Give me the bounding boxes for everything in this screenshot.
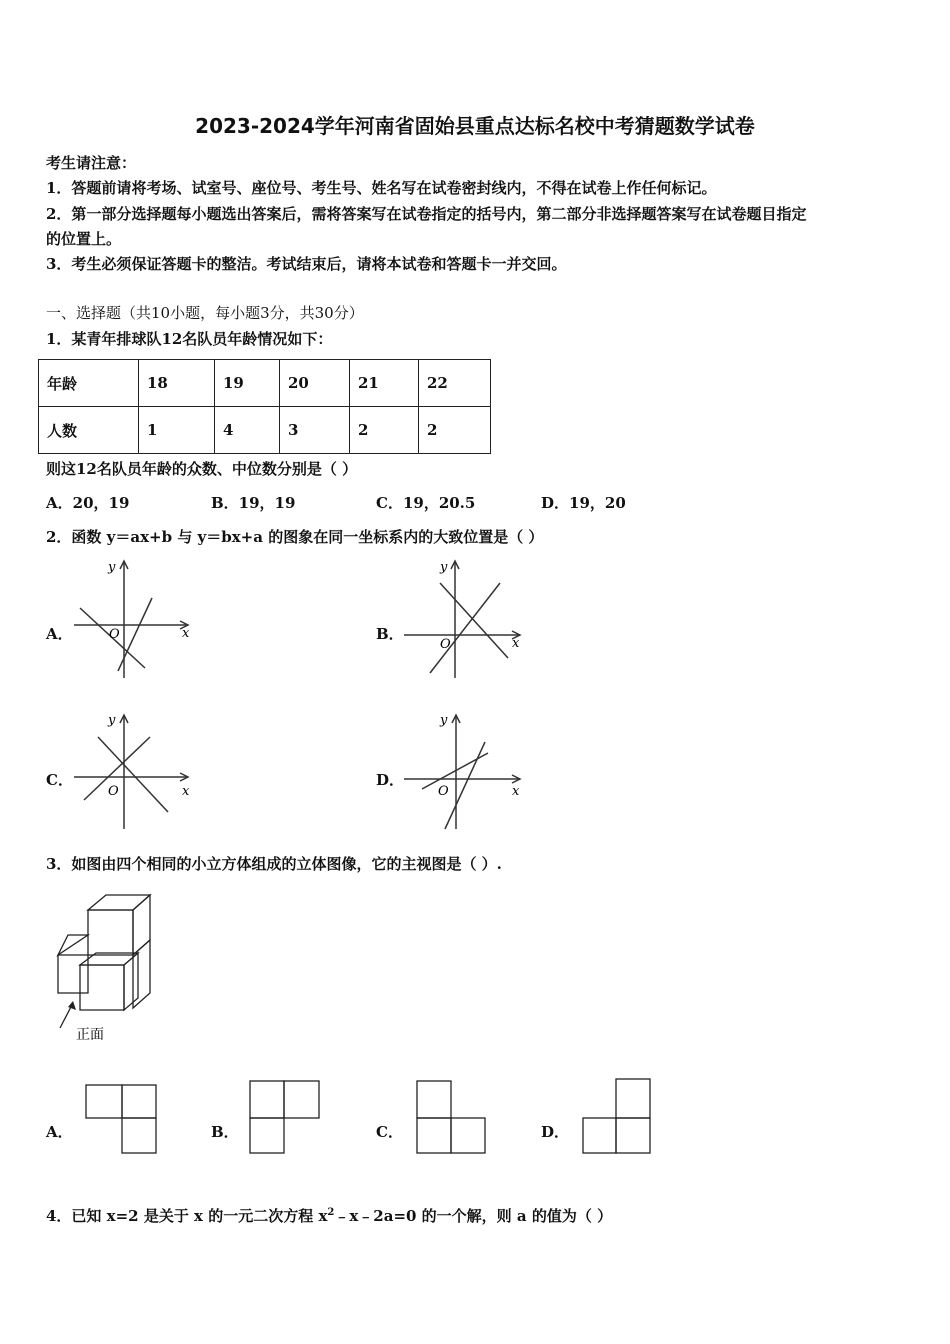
table-cell: 4 <box>215 407 280 454</box>
table-cell: 22 <box>419 360 491 407</box>
table-cell: 19 <box>215 360 280 407</box>
axis-x-label: x <box>512 784 520 799</box>
arrow-icon <box>68 1001 76 1010</box>
q1-option-b: B．19，19 <box>211 494 296 512</box>
page-title: 2023-2024学年河南省固始县重点达标名校中考猜题数学试卷 <box>195 114 755 138</box>
q4-stem <box>46 1205 612 1226</box>
table-row <box>39 407 491 454</box>
q3-option-b-shape <box>249 1080 324 1156</box>
q2-graph-a <box>70 553 198 683</box>
notice-heading: 考生请注意： <box>46 154 137 172</box>
q3-option-a-shape <box>85 1084 160 1156</box>
axis-x-label: x <box>182 784 190 799</box>
q3-option-c-shape <box>416 1080 488 1156</box>
q3-label-c: C． <box>376 1123 403 1141</box>
q3-stem: 3．如图由四个相同的小立方体组成的立体图像，它的主视图是（ ）. <box>46 855 502 873</box>
q1-option-a: A．20，19 <box>46 494 130 512</box>
table-cell: 2 <box>350 407 419 454</box>
table-row <box>39 360 491 407</box>
q2-label-a: A． <box>46 625 73 643</box>
q1-option-c: C．19，20.5 <box>376 494 476 512</box>
notice-item-2-cont: 的位置上。 <box>46 230 122 248</box>
axis-x-label: x <box>182 626 190 641</box>
axis-origin-label: O <box>108 784 119 799</box>
notice-item-1: 1．答题前请将考场、试室号、座位号、考生号、姓名写在试卷密封线内，不得在试卷上作任何标记。 <box>46 179 717 197</box>
q2-label-c: C． <box>46 771 73 789</box>
axis-y-label: y <box>108 560 116 575</box>
q3-cube-figure <box>48 893 168 1048</box>
notice-item-3: 3．考生必须保证答题卡的整洁。考试结束后，请将本试卷和答题卡一并交回。 <box>46 255 567 273</box>
q1-question: 则这12名队员年龄的众数、中位数分别是（ ） <box>46 460 358 478</box>
axis-origin-label: O <box>438 784 449 799</box>
q3-option-d-shape <box>582 1078 654 1156</box>
q4-stem-part-a: 4．已知 x=2 是关于 x 的一元二次方程 x <box>46 1207 328 1225</box>
axis-origin-label: O <box>440 637 451 652</box>
axis-y-label: y <box>440 713 448 728</box>
q1-option-d: D．19，20 <box>541 494 626 512</box>
axis-x-label: x <box>512 636 520 651</box>
front-label: 正面 <box>76 1027 104 1043</box>
table-cell: 20 <box>280 360 350 407</box>
q3-label-b: B． <box>211 1123 239 1141</box>
q3-label-a: A． <box>46 1123 73 1141</box>
q2-stem: 2．函数 y＝ax+b 与 y＝bx+a 的图象在同一坐标系内的大致位置是（ ） <box>46 528 544 546</box>
table-cell: 人数 <box>39 407 139 454</box>
q1-stem: 1．某青年排球队12名队员年龄情况如下： <box>46 330 333 348</box>
section-heading: 一、选择题（共10小题，每小题3分，共30分） <box>46 304 364 322</box>
axis-y-label: y <box>108 713 116 728</box>
q2-label-d: D． <box>376 771 405 789</box>
table-cell: 21 <box>350 360 419 407</box>
q2-graph-d <box>400 707 528 833</box>
q4-stem-part-b: ﹣x﹣2a=0 的一个解，则 a 的值为（ ） <box>334 1207 613 1225</box>
table-cell: 年龄 <box>39 360 139 407</box>
axis-y-label: y <box>440 560 448 575</box>
table-cell: 2 <box>419 407 491 454</box>
age-table <box>38 359 491 454</box>
q3-label-d: D． <box>541 1123 570 1141</box>
q2-graph-c <box>70 707 198 833</box>
q2-graph-b <box>400 553 528 683</box>
table-cell: 3 <box>280 407 350 454</box>
axis-origin-label: O <box>109 627 120 642</box>
q4-superscript: 2 <box>327 1207 335 1218</box>
table-cell: 1 <box>139 407 215 454</box>
notice-item-2: 2．第一部分选择题每小题选出答案后，需将答案写在试卷指定的括号内，第二部分非选择题答案写在试卷题目指定 <box>46 205 807 223</box>
q2-label-b: B． <box>376 625 404 643</box>
table-cell: 18 <box>139 360 215 407</box>
